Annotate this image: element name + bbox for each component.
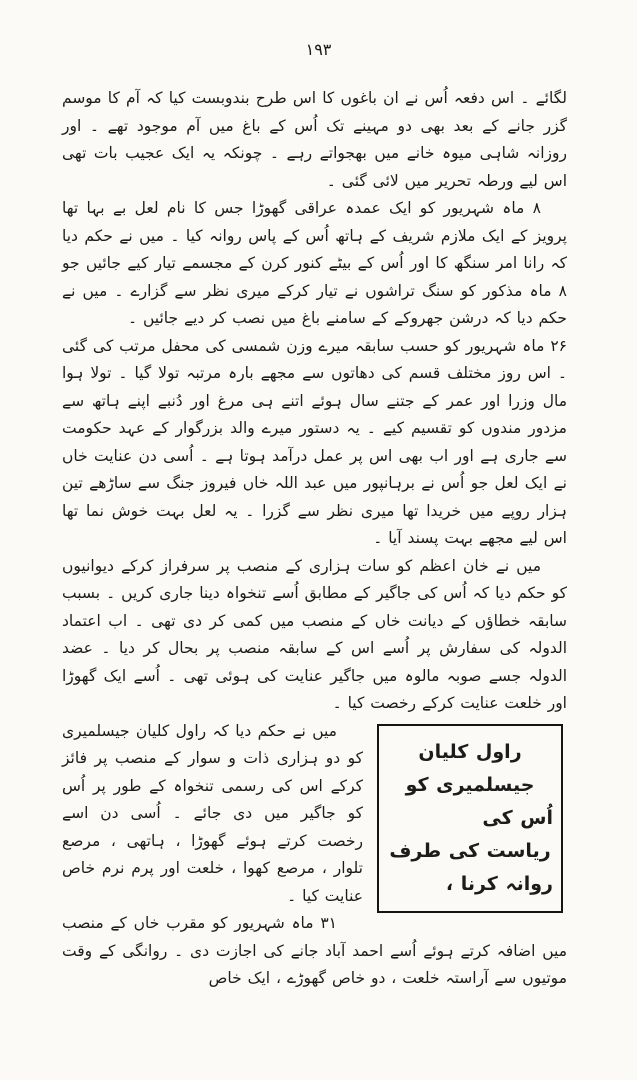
paragraph: لگائے ۔ اس دفعہ اُس نے ان باغوں کا اس طرح بندوبست کیا کہ آم کا موسم گزر جانے کے بعد بھی دو مہینے تک اُس کے باغ میں آم موجود تھے ۔ اور روزانہ شاہی میوہ خانے میں بھجواتے رہے ۔ چونکہ یہ ایک عجیب بات تھی اس لیے ورطہ تحریر میں لائی گئی ۔ — [62, 89, 567, 190]
paragraph: ۸ ماہ شہریور کو ایک عمدہ عراقی گھوڑا جس کا نام لعل بے بہا تھا پرویز کے ایک ملازم شریف کے ہاتھ اُس کے پاس روانہ کیا ۔ میں نے حکم دیا کہ رانا امر سنگھ کا اور اُس کے بیٹے کنور کرن کے مجسمے تیار کیے جائیں جو ۸ ماہ مذکور کو سنگ تراشوں نے تیار کرکے میری نظر سے گزارے ۔ میں نے حکم دیا کہ درشن جھروکے کے سامنے باغ میں نصب کر دیے جائیں ۔ — [62, 199, 567, 327]
page-number: ۱۹۳ — [305, 40, 332, 59]
paragraph-text: میں نے حکم دیا کہ راول کلیان جیسلمیری کو دو ہزاری ذات و سوار کے منصب پر فائز کرکے اس کی رسمی تنخواہ کے طور پر اُس کو جاگیر میں دی جائے ۔ اُسی دن اسے رخصت کرتے ہوئے گھوڑا ، ہاتھی ، مرصع تلوار ، مرصع کھوا ، خلعت اور پرم نرم خاص عنایت کیا ۔ — [62, 721, 363, 905]
paragraph-with-heading-box — [62, 718, 567, 911]
chapter-heading-line: ریاست کی طرف روانہ کرنا ، — [389, 839, 553, 895]
paragraph: ۳۱ ماہ شہریور کو مقرب خاں کے منصب میں اضافہ کرتے ہوئے اُسے احمد آباد جانے کی اجازت دی ۔ روانگی کے وقت موتیوں سے آراستہ خلعت ، دو خاص گھوڑے ، ایک خاص — [62, 914, 567, 987]
paragraph: ۲۶ ماہ شہریور کو حسب سابقہ میرے وزن شمسی کی محفل مرتب کی گئی ۔ اس روز مختلف قسم کی دھاتوں سے مجھے بارہ مرتبہ تولا گیا ۔ تولا ہوا مال وزرا اور عمر کے جتنے سال ہوئے اتنے ہی مرغ اور دُنبے اپنے ہاتھ سے مزدور مندوں کو تقسیم کیے ۔ یہ دستور میرے والد بزرگوار کے عہد حکومت سے جاری ہے اور اب بھی اس پر عمل درآمد ہوتا ہے ۔ اُسی دن عنایت خاں نے ایک لعل جو اُس نے برہانپور میں عبد اللہ خاں فیروز جنگ سے ساڑھے تین ہزار روپے میں خریدا تھا میری نظر سے گزرا ۔ یہ لعل بہت خوش نما تھا اس لیے مجھے بہت پسند آیا ۔ — [62, 336, 567, 547]
chapter-heading-line: راول کلیان جیسلمیری کو اُس کی — [405, 740, 553, 829]
chapter-heading-box — [377, 724, 563, 913]
paragraph: میں نے خان اعظم کو سات ہزاری کے منصب پر سرفراز کرکے دیوانیوں کو حکم دیا کہ اُس کی جاگیر کے مطابق اُسے تنخواہ دینا جاری کریں ۔ بسبب سابقہ خطاؤں کے دیانت خاں کے منصب میں کمی کر دی تھی ۔ اب اعتماد الدولہ کی سفارش پر اُسے اس کے سابقہ منصب پر بحال کر دیا ۔ عضد الدولہ جسے صوبہ مالوہ میں جاگیر عنایت کی ہوئی تھی ۔ اُسے ایک گھوڑا اور خلعت عنایت کرکے رخصت کیا ۔ — [62, 556, 567, 712]
body-text — [0, 85, 637, 993]
